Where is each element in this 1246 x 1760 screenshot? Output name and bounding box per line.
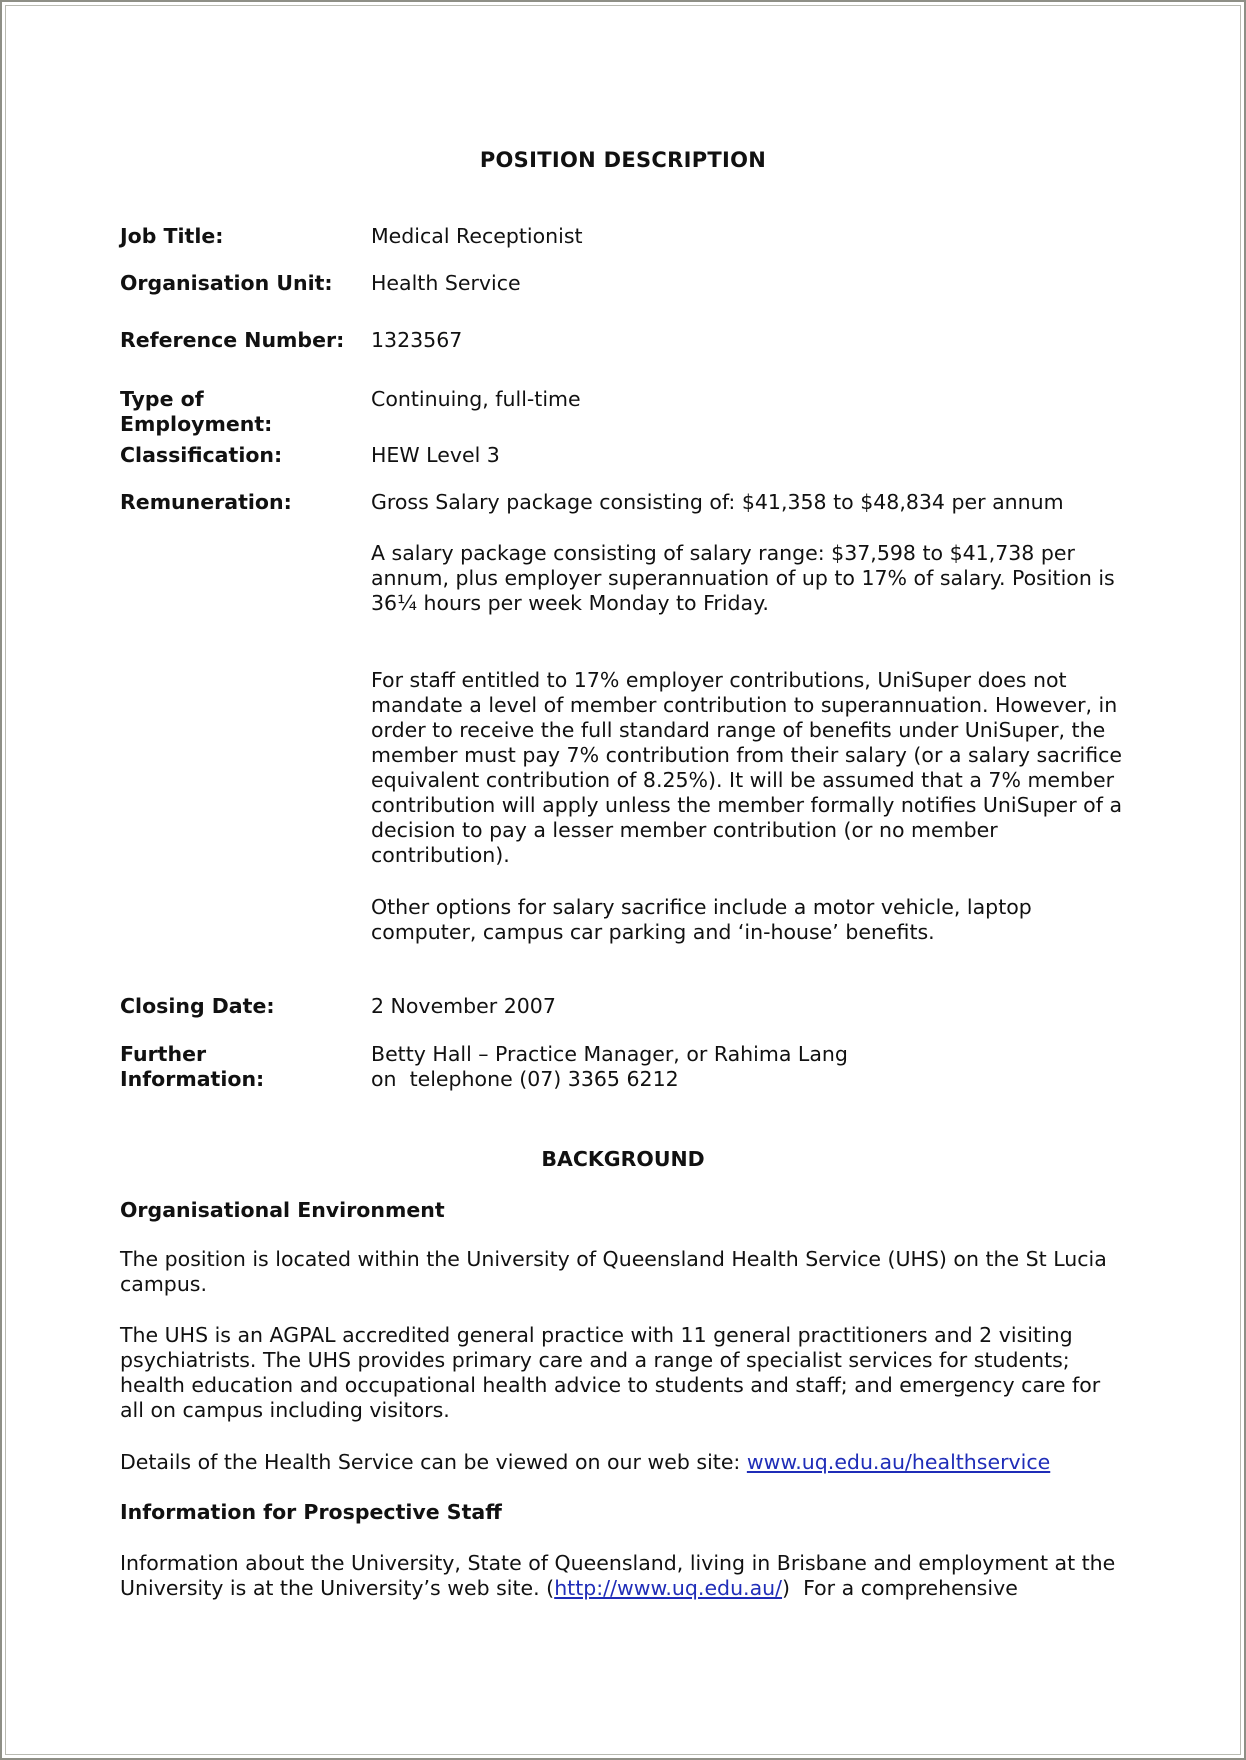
field-label [120,1042,360,1092]
field-label-line: Employment: [120,412,273,436]
field-value-line: Betty Hall – Practice Manager, or Rahima Lang [371,1042,848,1066]
uq-website-link[interactable]: http://www.uq.edu.au/ [554,1576,783,1600]
field-value [371,1042,1131,1092]
field-value: Medical Receptionist [371,224,583,248]
body-paragraph [120,1450,1130,1475]
field-label: Classification: [120,443,283,467]
field-value: Continuing, full-time [371,387,581,411]
remuneration-paragraph: For staff entitled to 17% employer contributions, UniSuper does not mandate a level of member contribution to superannuation. However, in order to receive the full standard range of benefits under UniSuper, the member must pay 7% contribution from their salary (or a salary sacrifice equivalent contribution of 8.25%). It will be assumed that a 7% member contribution will apply unless the member formally notifies UniSuper of a decision to pay a lesser member contribution (or no member contribution). [371,668,1123,867]
section-heading: BACKGROUND [541,1147,705,1171]
field-value: Health Service [371,271,521,295]
field-value: 1323567 [371,328,463,352]
field-value-line: on telephone (07) 3365 6212 [371,1067,679,1091]
field-label: Closing Date: [120,994,275,1018]
field-label-line: Type of [120,387,204,411]
field-label: Organisation Unit: [120,271,333,295]
body-paragraph [120,1551,1130,1601]
subsection-heading: Information for Prospective Staff [120,1500,502,1524]
field-value: HEW Level 3 [371,443,500,467]
field-value: Gross Salary package consisting of: $41,358 to $48,834 per annum [371,490,1064,514]
field-label: Reference Number: [120,328,345,352]
field-label-line: Further [120,1042,207,1066]
subsection-heading: Organisational Environment [120,1198,445,1222]
field-label: Job Title: [120,224,224,248]
field-value: 2 November 2007 [371,994,556,1018]
field-label-line: Information: [120,1067,265,1091]
body-paragraph: The UHS is an AGPAL accredited general practice with 11 general practitioners and 2 visiting psychiatrists. The UHS provides primary care and a range of specialist services for students; health education and occupational health advice to students and staff; and emergency care for all on campus including visitors. [120,1323,1101,1422]
body-paragraph: The position is located within the University of Queensland Health Service (UHS) on the St Lucia campus. [120,1247,1107,1296]
field-label: Remuneration: [120,490,292,514]
remuneration-paragraph: A salary package consisting of salary range: $37,598 to $41,738 per annum, plus employer superannuation of up to 17% of salary. Position is 36¼ hours per week Monday to Friday. [371,541,1115,615]
remuneration-paragraph: Other options for salary sacrifice include a motor vehicle, laptop computer, campus car parking and ‘in-house’ benefits. [371,895,1032,944]
paragraph-text: Information about the University, State of Queensland, living in Brisbane and employment at the University is at the University’s web site. ( [120,1551,1116,1600]
page-title: POSITION DESCRIPTION [479,148,767,172]
paragraph-text: ) For a comprehensive [782,1576,1018,1600]
paragraph-text: Details of the Health Service can be viewed on our web site: [120,1450,747,1474]
healthservice-link[interactable]: www.uq.edu.au/healthservice [746,1450,1051,1474]
field-label [120,387,360,437]
